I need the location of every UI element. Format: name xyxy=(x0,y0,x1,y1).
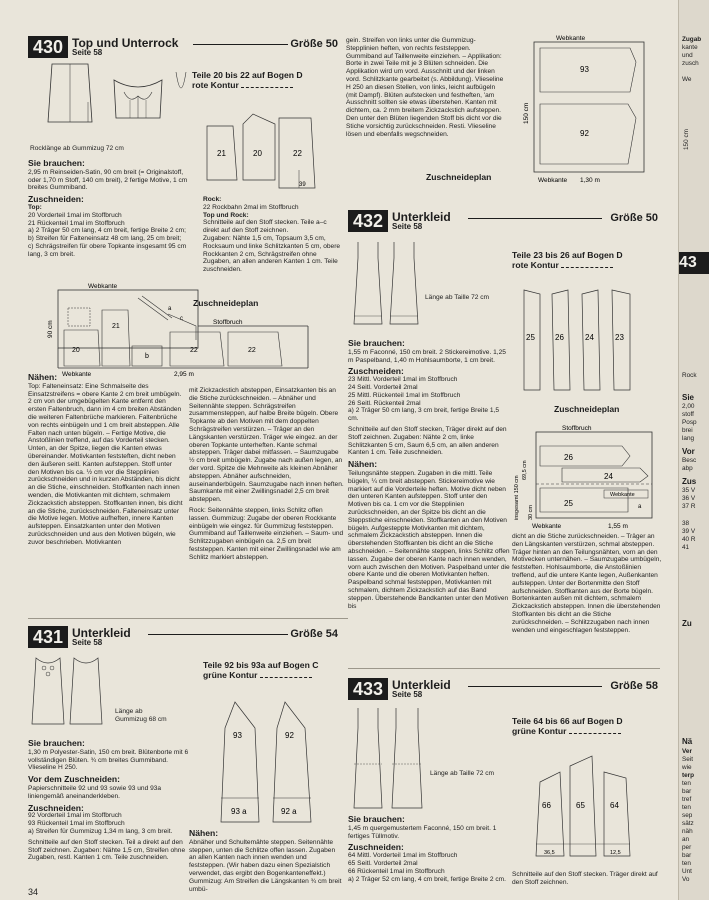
materials-heading: Sie brauchen: xyxy=(348,338,405,348)
strip-pattern-number: 43 xyxy=(679,252,709,274)
precut-text: Papierschnitteile 92 und 93 sowie 93 und 93a liniengemäß aneinanderkleben. xyxy=(28,784,162,800)
cutting-line: a) Streifen für Gummizug 1,34 m lang, 3 cm breit. xyxy=(28,827,173,835)
pattern-title: Unterkleid xyxy=(392,210,451,224)
pattern-size: Größe 58 xyxy=(610,680,658,692)
page-number: 34 xyxy=(28,887,39,897)
sheet-reference xyxy=(512,250,662,270)
plan-width-a: 69,5 cm xyxy=(522,460,528,480)
strip-text: 36 V xyxy=(682,495,696,502)
materials-text: 2,95 m Reinseiden-Satin, 90 cm breit (= Originalstoff, oder 1,70 m Stoff, 140 cm breit), 2 fertige Motive, 1 cm breites Gummiband. xyxy=(28,168,188,192)
plan-selvage-top: Webkante xyxy=(556,35,586,42)
cutting-plan-title: Zuschneideplan xyxy=(426,172,492,182)
cutting-plan-title: Zuschneideplan xyxy=(193,298,259,308)
plan-width-b: 30 cm xyxy=(528,505,534,520)
header-rule xyxy=(468,686,602,687)
strip-text: Posp xyxy=(682,419,697,426)
cutting-line: 66 Rückenteil 1mal im Stoffbruch xyxy=(348,867,445,875)
strip-text: und xyxy=(682,52,693,59)
pattern-page-ref: Seite 58 xyxy=(72,48,103,57)
plan-piece-25: 25 xyxy=(564,499,573,508)
pattern-pieces-430 xyxy=(203,110,317,192)
plan-selvage-right: Webkante xyxy=(610,492,635,498)
cutting-line: 22 Rockbahn 2mal im Stoffbruch xyxy=(203,203,299,211)
strip-text: ten xyxy=(682,804,691,811)
slip-sketch xyxy=(30,654,106,728)
p431-col1 xyxy=(28,736,198,862)
cutting-plan-430 xyxy=(28,280,348,380)
pattern-title: Unterkleid xyxy=(72,626,131,640)
plan-length: 1,55 m xyxy=(608,523,628,530)
plan-total-width: insgesamt 150 cm xyxy=(514,475,520,520)
p433-col1 xyxy=(348,812,510,883)
cutting-plan-title: Zuschneideplan xyxy=(554,404,620,414)
strip-text: stoff xyxy=(682,411,694,418)
plan-length: 2,95 m xyxy=(174,371,194,378)
plan-piece-c: c xyxy=(180,316,183,322)
header-rule xyxy=(148,634,288,635)
cutting-line: a) 2 Träger 50 cm lang, 4 cm breit, fertige Breite 2 cm; xyxy=(28,227,186,235)
materials-heading: Sie brauchen: xyxy=(348,814,405,824)
materials-text: 1,55 m Faconné, 150 cm breit. 2 Stickereimotive. 1,25 m Paspelband, 1,40 m Hohlsaumborte, 1 cm breit. xyxy=(348,348,506,364)
piece-65: 65 xyxy=(576,801,585,810)
pattern-432-header xyxy=(348,210,658,232)
pattern-title: Top und Unterrock xyxy=(72,36,179,50)
sewing-text-cont: mit Zickzackstich absteppen, Einsatzkanten bis an die Stiche zurückschneiden. – Abnäher und Seitennähte steppen. Schrägstreifen zusammensteppen, auf halbe Breite bügeln. Obere Topkante ab den Motiven mit dem doppelten Schrägstreifen verstürzen. – Träger an den Längskanten verstürzen. Träger wie eingez. an der oberen Topkante unterheften. Kante schmal absteppen. Träger dabei mitfassen. – Saumzugabe ½ cm breit umbügeln. Zugabe nach außen legen, an der vord. Spitze die Mehrweite als kleinen Abnäher absteppen. Abnäher aufschneiden, auseinanderbügeln. Saumzugabe nach innen heften. Saumkante mit einer Zwillingsnadel 2,5 cm breit absteppen. xyxy=(189,387,344,504)
cutting-heading: Zuschneiden: xyxy=(348,842,404,853)
cutting-line: 26 Seitl. Rückenteil 2mal xyxy=(348,399,421,407)
continuation-text-col xyxy=(346,36,506,138)
piece-25: 25 xyxy=(526,333,535,342)
piece-23: 23 xyxy=(615,333,624,342)
plan-selvage-bottom: Webkante xyxy=(532,523,562,530)
cutting-line: a) 2 Träger 50 cm lang, 3 cm breit, fertige Breite 1,5 cm. xyxy=(348,407,499,423)
sheet-reference xyxy=(192,70,342,90)
cutting-line: a) 2 Träger 52 cm lang, 4 cm breit, fertige Breite 2 cm. xyxy=(348,875,506,883)
piece-64: 64 xyxy=(610,801,619,810)
strip-text: sätz xyxy=(682,820,694,827)
cutting-line: 21 Rückenteil 1mal im Stoffbruch xyxy=(28,219,125,227)
plan-piece-22a: 22 xyxy=(190,347,198,354)
plan-piece-24: 24 xyxy=(604,472,613,481)
strip-text: terp xyxy=(682,772,695,779)
length-caption: Rocklänge ab Gummizug 72 cm xyxy=(30,145,124,152)
strip-text: Nä xyxy=(682,737,693,746)
plan-width: 90 cm xyxy=(47,320,54,338)
contour-color: grüne Kontur xyxy=(512,726,567,736)
sewing-heading: Nähen: xyxy=(189,828,219,838)
header-rule xyxy=(468,218,602,219)
materials-heading: Sie brauchen: xyxy=(28,158,85,168)
strip-text: per xyxy=(682,844,692,851)
piece-26: 26 xyxy=(555,333,564,342)
adjacent-page-strip xyxy=(678,0,709,900)
plan-selvage-top: Webkante xyxy=(88,283,118,290)
materials-text: 1,45 m quergemustertem Faconné, 150 cm breit. 1 fertiges Tüllmotiv. xyxy=(348,824,497,840)
top-and-skirt-heading: Top und Rock: xyxy=(203,211,249,219)
cutting-line: 65 Seitl. Vorderteil 2mal xyxy=(348,859,418,867)
piece-21: 21 xyxy=(217,149,226,158)
strip-text: 37 R xyxy=(682,503,696,510)
contour-line-icon xyxy=(241,84,293,88)
plan-piece-b: b xyxy=(145,353,149,360)
pattern-number: 431 xyxy=(28,626,68,648)
strip-text: Rock xyxy=(682,372,697,379)
top-skirt-sketch xyxy=(40,62,100,124)
skirt-sewing-text: Rock: Seitennähte steppen, links Schlitz offen lassen. Gummizug: Zugabe der oberen Rockkante einbügeln wie eingez. für Gummizug feststeppen. Gummiband auf Taillenweite einziehen. – Saum- und Schlitzzugaben einbügeln ca. 2,5 cm breit feststeppen. Kanten mit einer Zwillingsnadel wie am Schlitz markiert absteppen. xyxy=(189,506,344,561)
pattern-number: 433 xyxy=(348,678,388,700)
sewing-text: Teilungsnähte steppen. Zugaben in die mittl. Teile bügeln, ¼ cm breit absteppen. Stickereimotive wie markiert auf die Vorderteile heften. Motive dicht neben den unteren Kanten aufsteppen. Stoff unter den Motiven bis ca. 1 cm vor die Stepplinien zurückschneiden, an der Spitze bis dicht an die Steppstiche einschneiden. Stoffkanten an den Motiven bügeln. Aufgesteppte Motivkanten mit dichtem, schmalem Zickzackstich absteppen. Innen die überstehenden Stoffkanten bis dicht an die Stiche abschneiden. – Seitennähte steppen, links Schlitz offen lassen. Zugabe der oberen Kante nach innen wenden, vorn auch zwischen den Motiven. Paspelband unter die obere Kante und die oberen Motivkanten heften. Paspelband schmal feststeppen, Motivkanten mit schmalem, dichtem Zickzackstich auf das Band steppen. Überstehende Bandkanten unter den Motiven bis xyxy=(348,469,510,610)
allowance-text: Zugaben: Nähte 1,5 cm, Topsaum 3,5 cm, Rocksaum und linke Schlitzkanten 5 cm, obere Rockkanten 2 cm, Schrägstreifen ohne Zugaben, an allen anderen Kanten 1 cm. Teile zuschneiden. xyxy=(203,234,341,274)
p430-sewing-col1 xyxy=(28,370,184,547)
strip-text: Zus xyxy=(682,477,697,486)
dim-36-5: 36,5 xyxy=(544,850,555,856)
cutting-heading: Zuschneiden: xyxy=(348,366,404,377)
strip-text: We xyxy=(682,76,692,83)
plan-piece-20: 20 xyxy=(72,347,80,354)
pattern-page-ref: Seite 58 xyxy=(72,638,103,647)
strip-text: Seit xyxy=(682,756,694,763)
p432-col1 xyxy=(348,336,510,610)
pattern-pieces-432 xyxy=(518,284,638,396)
plan-piece-a: a xyxy=(638,504,642,510)
plan-selvage-bottom: Webkante xyxy=(538,177,568,184)
pattern-431-header xyxy=(28,626,338,648)
piece-39: 39 xyxy=(299,182,306,188)
cutting-line: b) Streifen für Falteneinsatz 48 cm lang, 25 cm breit; xyxy=(28,235,182,243)
pattern-page-ref: Seite 58 xyxy=(392,222,423,231)
strip-text: Zugab xyxy=(682,36,702,43)
strip-text: an xyxy=(682,836,690,843)
contour-line-icon xyxy=(260,674,312,678)
strip-text: 150 cm xyxy=(683,129,690,150)
slip-432-sketch xyxy=(352,238,422,328)
sewing-heading: Nähen: xyxy=(28,372,58,382)
contour-line-icon xyxy=(569,730,621,734)
plan-piece-26: 26 xyxy=(564,453,573,462)
layout-text: Schnitteile auf den Stoff stecken. Teile a–c direkt auf den Stoff zeichnen. xyxy=(203,219,327,235)
strip-text: ten xyxy=(682,860,691,867)
top-sketch xyxy=(108,74,168,124)
pattern-number: 432 xyxy=(348,210,388,232)
strip-text: näh xyxy=(682,828,693,835)
strip-text: Unt xyxy=(682,868,692,875)
top-heading: Top: xyxy=(28,203,42,211)
sheet-reference xyxy=(512,716,662,736)
sewing-text: Top: Falteneinsatz: Eine Schmalseite des Einsatzstreifens = obere Kante 2 cm breit umbügeln. 2 cm von der umgebügelten Kante entfernt den ersten Faltenbruch, dann im 4 cm breiten Abständen die weiteren Faltenbrüche markieren. Faltenbrüche von rechts einbügeln und 1 cm breit absteppen. Alle Falten nach unten bügeln. – Fertige Motive, die Anstoßlinien treffend, auf das Vorderteil stecken. Unten, an der Spitze, liegen die Kanten etwas übereinander. Motivkanten feststeften, dicht neben den äußeren seitl. Kanten aufsteppen. Stoff unter den Motiven bis ca. ½ cm vor die Stepplinien zurückschneiden und in kurzen Abständen, bis dicht an die Stiche, einschneiden. Stoffkanten nach innen wenden, die Motivkanten mit dichtem, schmalem Zickzackstich absteppen. Stoffkanten innen, bis dicht an die Stiche, zurückschneiden. Falteneinsatz unter die Motive legen. Motive aufheften, innere Kanten aufsteppen. Einsatzkanten unter den Motiven zurückschneiden und aus den Motiven bügeln, wie zuvor beschrieben. Motivkanten xyxy=(28,382,183,546)
pattern-430-header xyxy=(28,36,338,58)
plan-piece-92: 92 xyxy=(580,129,589,138)
plan-fold: Stoffbruch xyxy=(562,425,592,432)
strip-text: Vor xyxy=(682,447,695,456)
contour-color: rote Kontur xyxy=(192,80,239,90)
sheet-line: Teile 92 bis 93a auf Bogen C xyxy=(203,660,319,670)
dim-12-5: 12,5 xyxy=(610,850,621,856)
strip-text: brei xyxy=(682,427,693,434)
plan-piece-a: a xyxy=(168,306,172,312)
p430-col1 xyxy=(28,156,198,259)
piece-24: 24 xyxy=(585,333,594,342)
strip-text: 40 R xyxy=(682,536,696,543)
pattern-size: Größe 50 xyxy=(610,212,658,224)
cutting-heading: Zuschneiden: xyxy=(28,802,84,813)
strip-text: Besc xyxy=(682,457,697,464)
contour-line-icon xyxy=(561,264,613,268)
strip-text: 39 V xyxy=(682,528,696,535)
strip-text: 35 V xyxy=(682,487,696,494)
strip-text: Sie xyxy=(682,393,695,402)
strip-text: ten xyxy=(682,780,691,787)
cutting-line: 93 Rückenteil 1mal im Stoffbruch xyxy=(28,820,125,828)
piece-22: 22 xyxy=(293,149,302,158)
materials-text: 1,30 m Polyester-Satin, 150 cm breit. Blütenborte mit 6 vollständigen Blüten. ¾ cm breites Gummiband. Vlieseline H 250. xyxy=(28,748,189,772)
strip-text: bar xyxy=(682,852,692,859)
plan-selvage-bottom: Webkante xyxy=(62,371,92,378)
strip-text: wie xyxy=(682,764,692,771)
cutting-text: Schnitteile auf den Stoff stecken. Teil a direkt auf den Stoff zeichnen. Zugaben: Nähte 1,5 cm, Streifen ohne Zugaben, restl. Kanten 1 cm. Teile zuschneiden. xyxy=(28,838,186,862)
p430-col2 xyxy=(203,196,343,274)
cutting-line: 24 Seitl. Vorderteil 2mal xyxy=(348,383,418,391)
sewing-text: Abnäher und Schultemähte steppen. Seitennähte steppen, unten die Schlitze offen lassen. Zugaben an allen Kanten nach innen wenden und feststeppen. (Wir haben dazu einen Spezialstich verwendet, das ergibt den Bogenkanteneffekt.) Gummizug: Am Streifen die Längskanten ¾ cm breit umbü- xyxy=(189,838,342,893)
strip-text: abp xyxy=(682,465,693,472)
pattern-size: Größe 54 xyxy=(290,628,338,640)
length-caption: Länge ab Gummizug 68 cm xyxy=(115,708,167,723)
sheet-reference xyxy=(203,660,353,680)
pattern-433-header xyxy=(348,678,658,700)
piece-92a: 92 a xyxy=(281,807,297,816)
length-caption: Länge ab Taille 72 cm xyxy=(425,294,490,301)
contour-color: grüne Kontur xyxy=(203,670,258,680)
cutting-line: 92 Vorderteil 1mal im Stoffbruch xyxy=(28,812,122,820)
piece-93a: 93 a xyxy=(231,807,247,816)
strip-text: lang xyxy=(682,435,695,442)
cutting-text: Schnitteile auf den Stoff stecken, Träger direkt auf den Stoff zeichnen. Zugaben: Nähte 2 cm, linke Schlitzkanten 5 cm, Saum 6,5 cm, an allen anderen Kanten 1 cm. Teile zuschneiden. xyxy=(348,425,507,457)
cutting-heading: Zuschneiden: xyxy=(28,194,84,205)
strip-text: tref xyxy=(682,796,692,803)
cutting-line: 23 Mittl. Vorderteil 1mal im Stoffbruch xyxy=(348,376,458,384)
strip-text: Vo xyxy=(682,876,690,883)
cutting-line: 20 Vorderteil 1mal im Stoffbruch xyxy=(28,211,122,219)
cutting-plan-432 xyxy=(512,416,662,534)
sewing-text-cont: dicht an die Stiche zurückschneiden. – Träger an den Längskanten verstürzen, schmal absteppen. Träger hinten an den Teilungsnähten, vorn an den Motivecken unternähen. – Saumzugabe umbügeln, feststeften. Hohlsaumborte, die Anstoßlinien treffend, auf die untere Kante legen, Außenkanten aufsteppen. Unter der Bortenmitte den Stoff aufschneiden. Stoffkanten aus der Borte bügeln. Bortenkanten außen mit dichtem, schmalem Zickzackstich absteppen. Innen die überstehenden Stoffkanten bis dicht an die Stiche zurückschneiden. – Schlitzzugaben nach innen wenden und eingeschlagen feststeppen. xyxy=(512,533,662,634)
section-divider xyxy=(28,618,348,619)
plan-piece-22b: 22 xyxy=(248,347,256,354)
pattern-size: Größe 50 xyxy=(290,38,338,50)
strap-sketch xyxy=(174,70,188,106)
p431-col2 xyxy=(189,826,344,893)
contour-color: rote Kontur xyxy=(512,260,559,270)
plan-width: 150 cm xyxy=(523,102,530,124)
piece-92: 92 xyxy=(285,731,294,740)
pattern-pieces-433 xyxy=(530,752,640,860)
piece-93: 93 xyxy=(233,731,242,740)
cutting-text: Schnitteile auf den Stoff stecken. Träger direkt auf den Stoff zeichnen. xyxy=(512,871,658,886)
strip-text: 38 xyxy=(682,520,690,527)
pattern-pieces-431 xyxy=(215,698,343,826)
precut-heading: Vor dem Zuschneiden: xyxy=(28,774,120,785)
length-caption: Länge ab Taille 72 cm xyxy=(430,770,495,777)
cutting-plan-431 xyxy=(510,32,678,192)
p433-col2 xyxy=(512,870,662,887)
strip-text: 2,00 xyxy=(682,403,695,410)
pattern-title: Unterkleid xyxy=(392,678,451,692)
pattern-number: 430 xyxy=(28,36,68,58)
continuation-text: gein. Streifen von links unter die Gummizug-Stepplinien heften, von rechts feststeppen. Gummiband auf Taillenweite einziehen. – Applikation: Borte in zwei Teile mit je 3 Blüten schneiden. Die Applikation wird um vord. Ausschnitt und der linken vord. Schlitzkante gearbeitet (s. Abbildung). Vlieseline H 250 an diesen Stellen, von links, leicht aufbügeln (mit Dampf). Blüten aufstecken und festheften, 'am Ausschnitt sollten sie etwas überstehen. Kanten mit dichtem, ca. 2 mm breitem Zickzackstich aufsteppen. Den unter den Blüten liegenden Stoff bis dicht vor die Stiche vorsichtig zurückschneiden. Resti. Vlieseline lösen und ebenfalls wegschneiden. xyxy=(346,37,504,138)
skirt-heading: Rock: xyxy=(203,196,222,203)
header-rule xyxy=(193,44,288,45)
plan-fold: Stoffbruch xyxy=(213,319,243,326)
cutting-line: 25 Mittl. Rückenteil 1mal im Stoffbruch xyxy=(348,391,461,399)
piece-20: 20 xyxy=(253,149,262,158)
p430-sewing-col2 xyxy=(189,386,344,562)
p432-col2 xyxy=(512,532,662,634)
cutting-line: c) Schrägstreifen für obere Topkante insgesamt 95 cm lang, 3 cm breit. xyxy=(28,242,187,258)
sheet-line: Teile 23 bis 26 auf Bogen D xyxy=(512,250,623,260)
plan-length: 1,30 m xyxy=(580,177,600,184)
plan-piece-93: 93 xyxy=(580,65,589,74)
strip-text: Ver xyxy=(682,748,692,755)
sewing-heading: Nähen: xyxy=(348,459,378,470)
sheet-line: Teile 20 bis 22 auf Bogen D xyxy=(192,70,303,80)
materials-heading: Sie brauchen: xyxy=(28,738,85,748)
strip-text: bar xyxy=(682,788,692,795)
strip-text: sep xyxy=(682,812,693,819)
slip-433-sketch xyxy=(350,704,426,812)
pattern-page-ref: Seite 58 xyxy=(392,690,423,699)
plan-piece-21: 21 xyxy=(112,323,120,330)
strip-text: Zu xyxy=(682,619,692,628)
piece-66: 66 xyxy=(542,801,551,810)
strip-text: 41 xyxy=(682,544,690,551)
strip-text: zusch xyxy=(682,60,699,67)
strip-text: kante xyxy=(682,44,698,51)
sheet-line: Teile 64 bis 66 auf Bogen D xyxy=(512,716,623,726)
section-divider xyxy=(348,668,660,669)
cutting-line: 64 Mittl. Vorderteil 1mal im Stoffbruch xyxy=(348,852,458,860)
